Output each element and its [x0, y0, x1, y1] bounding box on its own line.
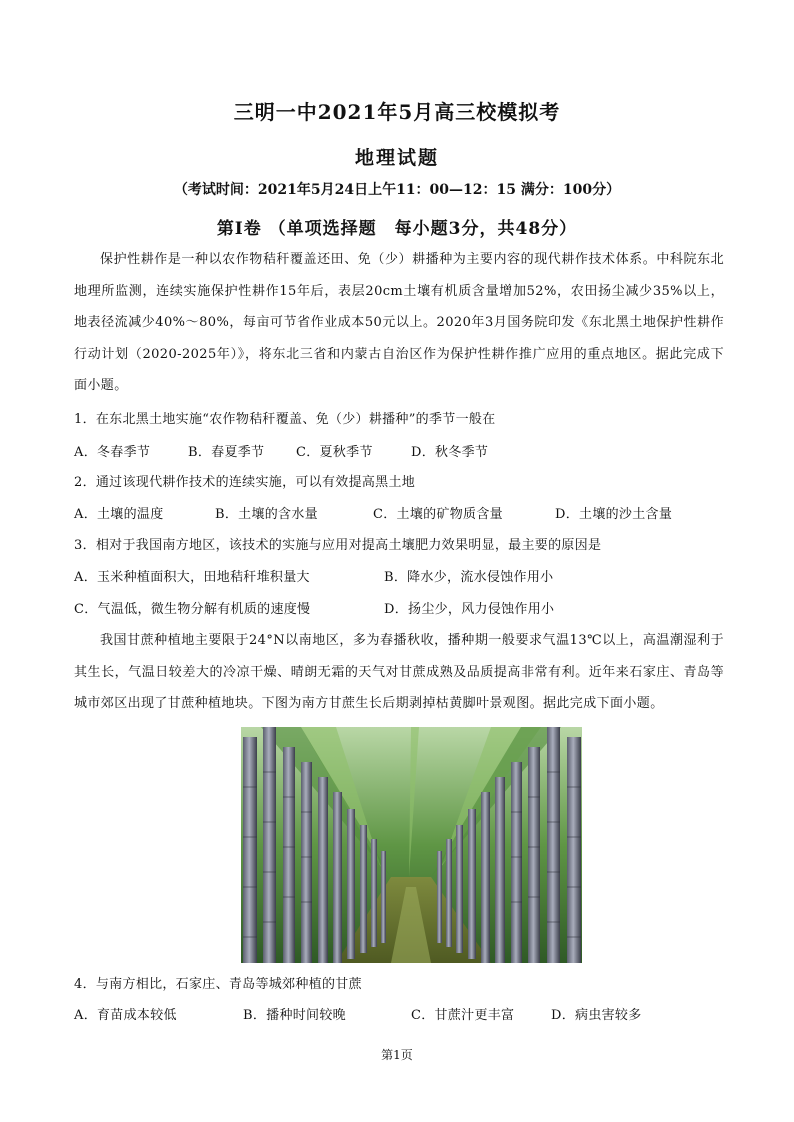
page-number: 第1页: [381, 1048, 413, 1062]
q1-option-c: C．夏秋季节: [296, 445, 373, 460]
q4-option-a: A．育苗成本较低: [74, 1008, 177, 1023]
q3-option-b: B．降水少，流水侵蚀作用小: [384, 570, 554, 585]
exam-subtitle: 地理试题: [354, 147, 439, 169]
question-2-stem: 2．通过该现代耕作技术的连续实施，可以有效提高黑土地: [74, 475, 416, 490]
q3-option-c: C．气温低，微生物分解有机质的速度慢: [74, 602, 311, 617]
q3-option-a: A．玉米种植面积大，田地秸秆堆积量大: [74, 570, 310, 585]
q4-option-d: D．病虫害较多: [551, 1008, 642, 1023]
question-3-stem: 3．相对于我国南方地区，该技术的实施与应用对提高土壤肥力效果明显，最主要的原因是: [74, 538, 602, 553]
q2-option-c: C．土壤的矿物质含量: [373, 507, 503, 522]
exam-title: 三明一中2021年5月高三校模拟考: [233, 100, 561, 124]
section-heading: 第Ⅰ卷 （单项选择题 每小题3分，共48分）: [216, 219, 578, 239]
passage-sugarcane: 我国甘蔗种植地主要限于24°N以南地区，多为春播秋收，播种期一般要求气温13℃以上，高温潮湿利于其生长，气温日较差大的冷凉干燥、晴朗无霜的天气对甘蔗成熟及品质提高非常有利。近年来石家庄、青岛等城市郊区出现了甘蔗种植地块。下图为南方甘蔗生长后期剥掉枯黄脚叶景观图。据此完成下面小题。: [74, 633, 724, 711]
q1-option-a: A．冬春季节: [74, 445, 151, 460]
q2-option-a: A．土壤的温度: [74, 507, 164, 522]
q3-option-d: D．扬尘少，风力侵蚀作用小: [384, 602, 555, 617]
q4-option-c: C．甘蔗汁更丰富: [411, 1008, 515, 1023]
q1-option-b: B．春夏季节: [188, 445, 265, 460]
passage-conservation-tillage: 保护性耕作是一种以农作物秸秆覆盖还田、免（少）耕播种为主要内容的现代耕作技术体系。中科院东北地理所监测，连续实施保护性耕作15年后，表层20cm土壤有机质含量增加52%，农田扬尘减少35%以上，地表径流减少40%～80%，每亩可节省作业成本50元以上。2020年3月国务院印发《东北黑土地保护性耕作行动计划（2020-2025年）》，将东北三省和内蒙古自治区作为保护性耕作推广应用的重点地区。据此完成下面小题。: [74, 252, 724, 393]
q2-option-b: B．土壤的含水量: [215, 507, 318, 522]
question-4-stem: 4．与南方相比，石家庄、青岛等城郊种植的甘蔗: [74, 977, 362, 992]
q1-option-d: D．秋冬季节: [411, 445, 489, 460]
q2-option-d: D．土壤的沙土含量: [555, 507, 673, 522]
exam-info: （考试时间：2021年5月24日上午11：00—12：15 满分：100分）: [173, 182, 621, 198]
q4-option-b: B．播种时间较晚: [243, 1008, 346, 1023]
question-1-stem: 1．在东北黑土地实施“农作物秸秆覆盖、免（少）耕播种”的季节一般在: [74, 412, 496, 427]
sugarcane-field-photo: [241, 727, 582, 963]
